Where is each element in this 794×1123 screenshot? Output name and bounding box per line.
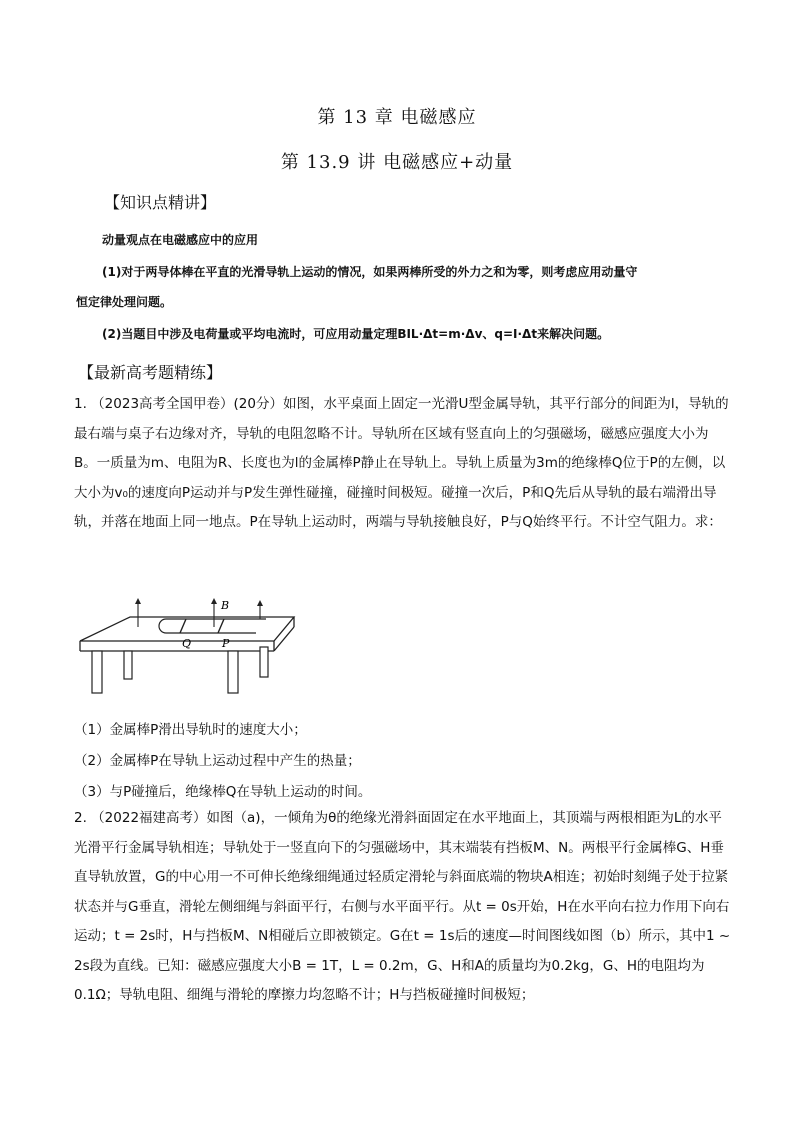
u-rail (159, 619, 266, 633)
rod-p (218, 619, 224, 633)
label-q: Q (182, 637, 192, 650)
knowledge-point-1-line2: 恒定律处理问题。 (76, 295, 173, 309)
table-leg (228, 651, 238, 693)
table-leg (92, 651, 102, 693)
lecture-title: 第 13.9 讲 电磁感应+动量 (280, 152, 514, 173)
table-leg (260, 647, 268, 677)
knowledge-point-2: (2)当题目中涉及电荷量或平均电流时，可应用动量定理BIL·Δt=m·Δv、q=I·Δt来解决问题。 (102, 327, 610, 341)
question-3: （3）与P碰撞后，绝缘棒Q在导轨上运动的时间。 (74, 784, 372, 800)
rod-q (180, 619, 186, 633)
table-leg (124, 651, 132, 679)
question-1: （1）金属棒P滑出导轨时的速度大小； (74, 722, 307, 738)
section-exam-heading: 【最新高考题精练】 (78, 363, 223, 382)
label-b: B (221, 599, 230, 612)
label-p: P (222, 637, 230, 650)
knowledge-point-1-line1: (1)对于两导体棒在平直的光滑导轨上运动的情况，如果两棒所受的外力之和为零，则考虑应用动量守 (102, 265, 638, 279)
section-knowledge-heading: 【知识点精讲】 (104, 193, 217, 212)
chapter-title: 第 13 章 电磁感应 (317, 107, 477, 128)
question-2: （2）金属棒P在导轨上运动过程中产生的热量； (74, 753, 361, 769)
table-rail-figure (78, 597, 308, 697)
problem-1-text: 1. （2023高考全国甲卷）(20分）如图，水平桌面上固定一光滑U型金属导轨，其平行部分的间距为l，导轨的最右端与桌子右边缘对齐，导轨的电阻忽略不计。导轨所在区域有竖直向上的匀强磁场，磁感应强度大小为B。一质量为m、电阻为R、长度也为l的金属棒P静止在导轨上。导轨上质量为3m的绝缘棒Q位于P的左侧，以大小为v₀的速度向P运动并与P发生弹性碰撞，碰撞时间极短。碰撞一次后，P和Q先后从导轨的最右端滑出导轨，并落在地面上同一地点。P在导轨上运动时，两端与导轨接触良好，P与Q始终平行。不计空气阻力。求： (74, 396, 729, 530)
knowledge-subtitle: 动量观点在电磁感应中的应用 (102, 233, 259, 247)
problem-2-text: 2. （2022福建高考）如图（a)，一倾角为θ的绝缘光滑斜面固定在水平地面上，其顶端与两根相距为L的水平光滑平行金属导轨相连；导轨处于一竖直向下的匀强磁场中，其末端装有挡板M、N。两根平行金属棒G、H垂直导轨放置，G的中心用一不可伸长绝缘细绳通过轻质定滑轮与斜面底端的物块A相连；初始时刻绳子处于拉紧状态并与G垂直，滑轮左侧细绳与斜面平行，右侧与水平面平行。从t = 0s开始，H在水平向右拉力作用下向右运动；t = 2s时，H与挡板M、N相碰后立即被锁定。G在t = 1s后的速度—时间图线如图（b）所示，其中1 ~ 2s段为直线。已知：磁感应强度大小B = 1T，L = 0.2m，G、H和A的质量均为0.2kg，G、H的电阻均为0.1Ω；导轨电阻、细绳与滑轮的摩擦力均忽略不计；H与挡板碰撞时间极短； (74, 810, 731, 1003)
